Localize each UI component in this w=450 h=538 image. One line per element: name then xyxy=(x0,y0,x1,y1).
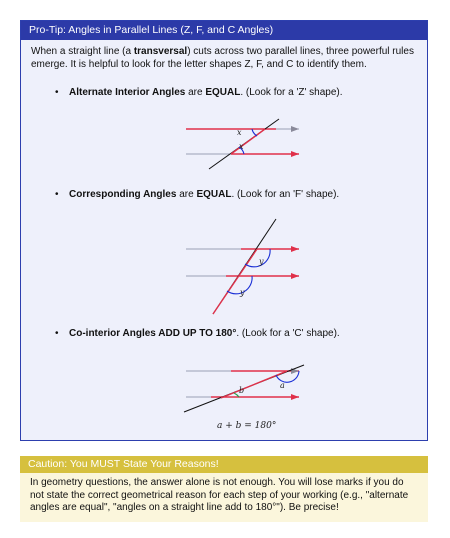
bullet-bold2: EQUAL xyxy=(205,87,241,98)
caution-title: Caution: You MUST State Your Reasons! xyxy=(20,456,428,473)
intro-bold: transversal xyxy=(133,46,188,57)
bullet-co-interior xyxy=(55,328,340,340)
z-top-label: x xyxy=(237,128,242,137)
bullet-rest: . (Look for a 'C' shape). xyxy=(236,328,340,339)
bullet-mid: are xyxy=(185,87,206,98)
bullet-bold: Alternate Interior Angles xyxy=(69,87,186,98)
bullet-dot: • xyxy=(55,328,59,339)
bullet-dot: • xyxy=(55,87,59,98)
bullet-corresponding xyxy=(55,189,339,201)
bullet-bold2: EQUAL xyxy=(196,189,232,200)
pro-tip-box xyxy=(20,20,428,441)
pro-tip-title: Pro-Tip: Angles in Parallel Lines (Z, F, and C Angles) xyxy=(21,21,427,40)
caution-body: In geometry questions, the answer alone is not enough. You will lose marks if you do not state the correct geometrical reason for each step of your working (e.g., "alternate angles are equal", "angles on a straight line add to 180°"). Be precise! xyxy=(30,477,409,513)
bullet-dot: • xyxy=(55,189,59,200)
f-top-label: y xyxy=(259,257,264,266)
co-interior-equation: a + b = 180° xyxy=(217,421,277,431)
bullet-rest: . (Look for a 'Z' shape). xyxy=(240,87,343,98)
c-angle-figure xyxy=(21,351,429,426)
z-bottom-label: x xyxy=(239,142,244,151)
bullet-bold: Co-interior Angles ADD UP TO 180° xyxy=(69,328,237,339)
intro-text-1: When a straight line (a xyxy=(31,46,134,57)
pro-tip-intro xyxy=(31,46,417,71)
bullet-mid: are xyxy=(176,189,197,200)
f-bottom-label: y xyxy=(240,288,245,297)
bullet-bold: Corresponding Angles xyxy=(69,189,177,200)
intro-text-2: ) cuts across two parallel lines, three powerful rules emerge. It is helpful to look for the letter shapes Z, F, and C to identify them. xyxy=(31,46,414,70)
z-angle-figure xyxy=(21,111,429,181)
bullet-rest: . (Look for an 'F' shape). xyxy=(231,189,340,200)
f-angle-figure xyxy=(21,211,429,321)
bullet-alternate xyxy=(55,87,343,99)
c-top-label: a xyxy=(280,381,285,390)
caution-box xyxy=(20,456,428,522)
c-bottom-label: b xyxy=(239,386,245,395)
